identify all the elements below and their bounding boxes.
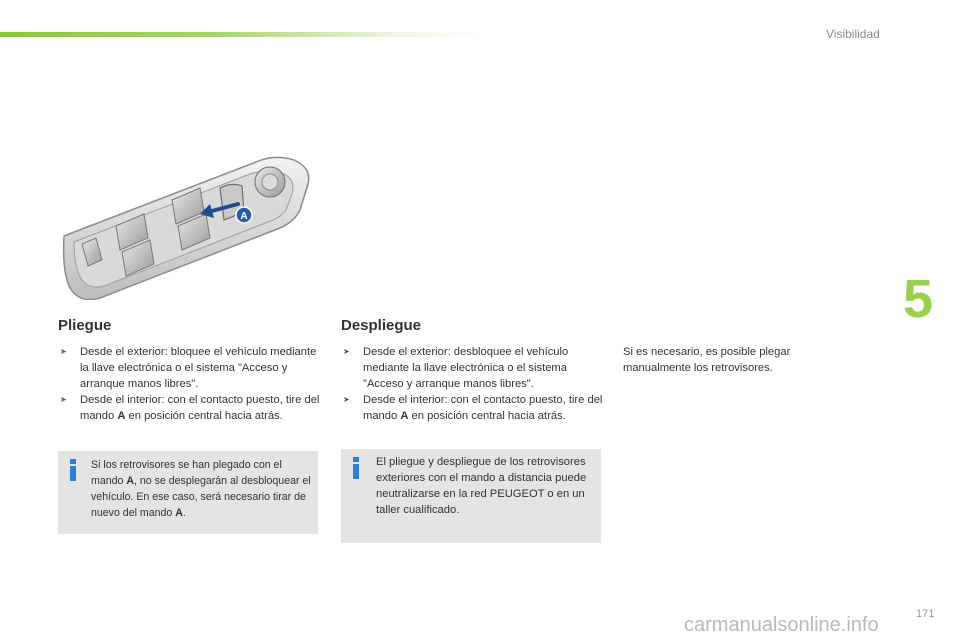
callout-letter: A <box>240 211 248 222</box>
bullet-icon: ➤ <box>343 347 350 356</box>
chapter-number: 5 <box>903 269 934 329</box>
pliegue-info-text: Si los retrovisores se han plegado con el mando A, no se desplegarán al desbloquear el vehículo. En ese caso, será necesario tirar de nuevo del mando A. <box>91 459 311 519</box>
header-accent-bar <box>0 32 480 37</box>
pliegue-heading: Pliegue <box>58 317 112 334</box>
despliegue-steps <box>341 344 603 424</box>
pliegue-info-box <box>58 451 318 534</box>
despliegue-info-box <box>341 449 601 543</box>
bullet-icon: ➤ <box>60 395 67 404</box>
section-label: Visibilidad <box>826 27 880 41</box>
watermark: carmanualsonline.info <box>684 614 879 636</box>
info-icon <box>351 457 361 479</box>
list-item: ➤ Desde el exterior: desbloquee el vehículo mediante la llave electrónica o el sistema "Acceso y arranque manos libres". <box>343 346 569 390</box>
list-item: ➤ Desde el interior: con el contacto puesto, tire del mando A en posición central hacia atrás. <box>343 394 603 422</box>
pliegue-steps <box>58 344 320 424</box>
manual-fold-note: Si es necesario, es posible plegar manualmente los retrovisores. <box>623 346 791 374</box>
despliegue-info-text: El pliegue y despliegue de los retrovisores exteriores con el mando a distancia puede neutralizarse en la red PEUGEOT o en un taller cualificado. <box>376 456 587 516</box>
window-switch-panel-illustration <box>60 148 322 300</box>
page-number: 171 <box>916 608 935 620</box>
info-icon <box>68 459 78 481</box>
bullet-icon: ➤ <box>60 347 67 356</box>
despliegue-heading: Despliegue <box>341 317 422 334</box>
list-item: ➤ Desde el exterior: bloquee el vehículo mediante la llave electrónica o el sistema "Acceso y arranque manos libres". <box>60 346 317 390</box>
bullet-icon: ➤ <box>343 395 350 404</box>
list-item: ➤ Desde el interior: con el contacto puesto, tire del mando A en posición central hacia atrás. <box>60 394 320 422</box>
